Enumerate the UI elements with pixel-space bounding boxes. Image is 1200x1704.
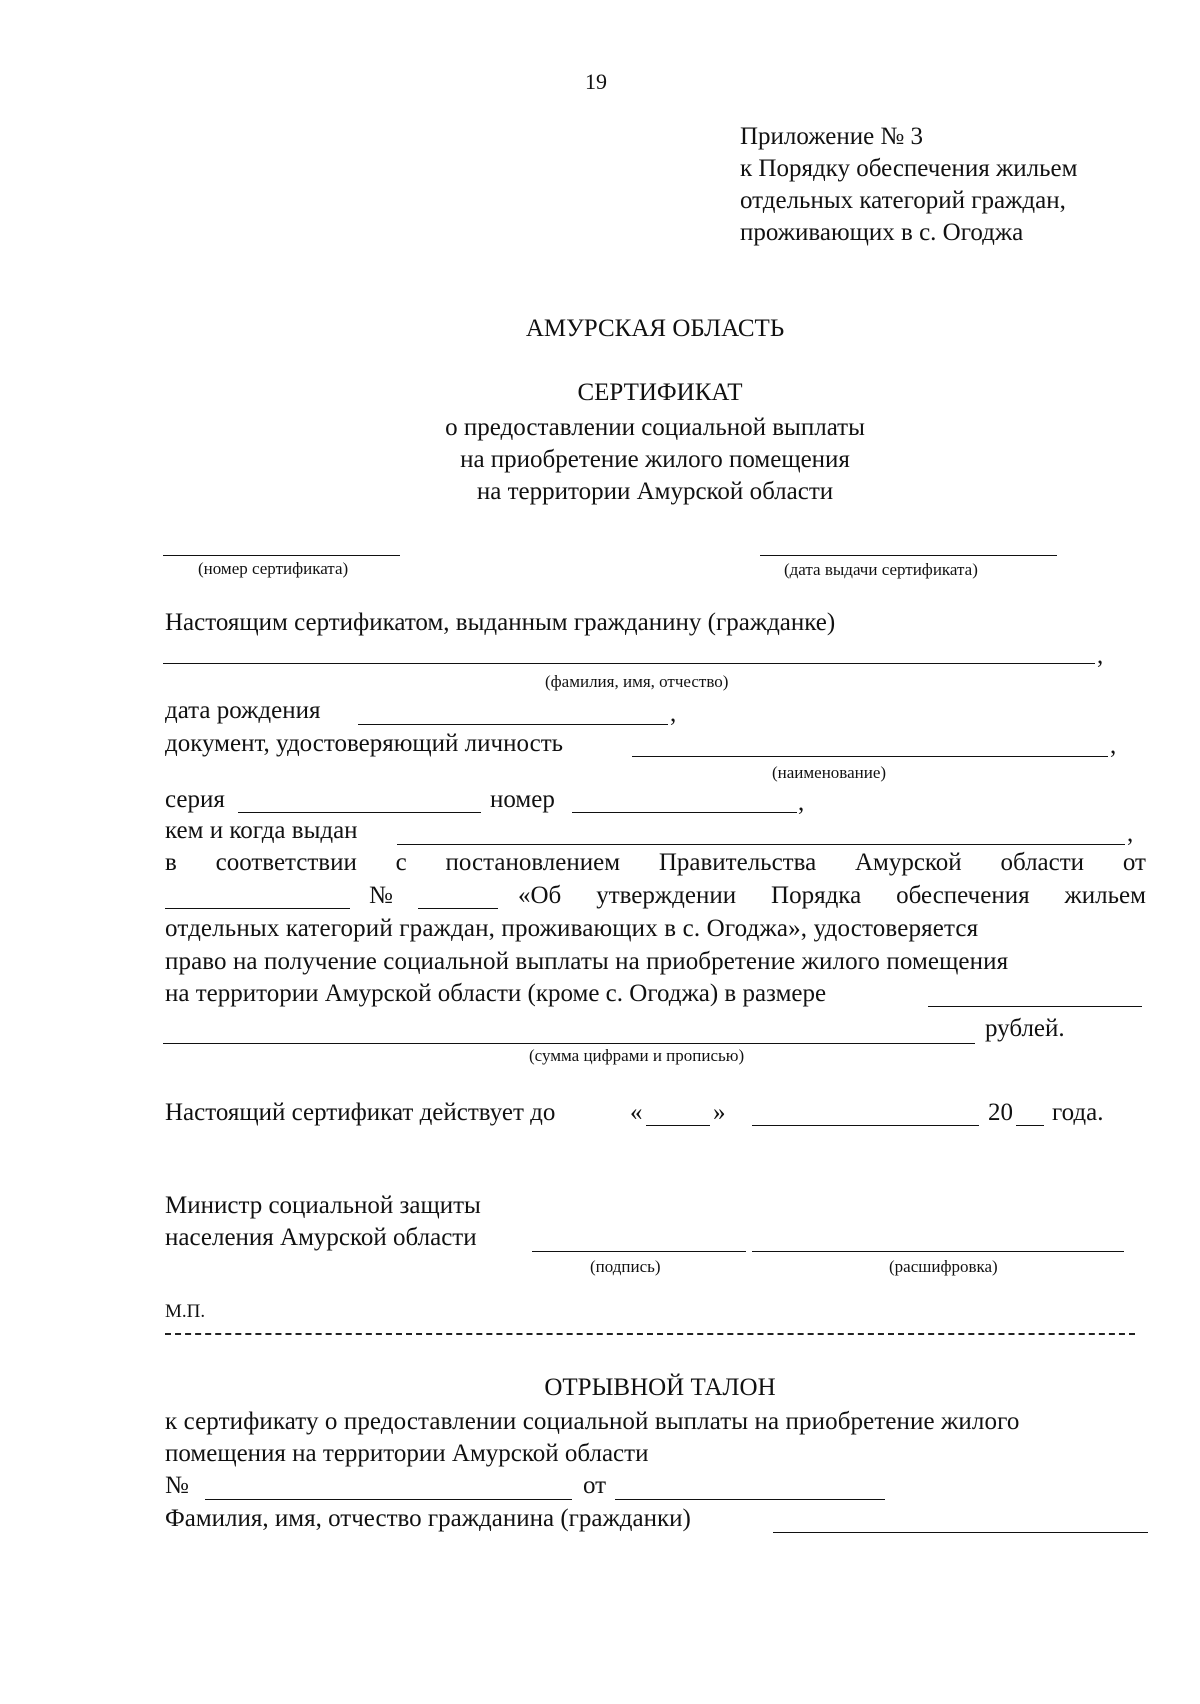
appendix-line-3: отдельных категорий граждан, <box>740 187 1066 214</box>
series-line <box>238 812 481 813</box>
paragraph-line-5: на территории Амурской области (кроме с. Огоджа) в размере <box>165 980 827 1007</box>
paragraph-line-4: право на получение социальной выплаты на приобретение жилого помещения <box>165 948 1009 975</box>
page-number: 19 <box>585 69 607 94</box>
comma: , <box>1110 732 1117 759</box>
cert-number-line <box>163 555 400 556</box>
resolution-number-sign: № <box>369 882 393 909</box>
year-suffix: года. <box>1052 1099 1104 1126</box>
birth-date-label: дата рождения <box>165 697 321 724</box>
paragraph-word: соответствии <box>215 849 357 876</box>
paragraph-word: в <box>165 849 177 876</box>
paragraph-word: области <box>1000 849 1085 876</box>
region-title: АМУРСКАЯ ОБЛАСТЬ <box>525 315 785 342</box>
birth-date-line <box>358 724 668 725</box>
number-line <box>572 812 797 813</box>
quote-close: » <box>713 1099 726 1126</box>
stub-number-sign: № <box>165 1472 189 1499</box>
amount-line-1 <box>928 1006 1142 1007</box>
paragraph-word: Амурской <box>854 849 962 876</box>
paragraph-word: утверждении <box>596 882 737 909</box>
issued-by-label: кем и когда выдан <box>165 817 358 844</box>
number-label: номер <box>490 786 555 813</box>
issued-by-line <box>397 844 1125 845</box>
appendix-line-2: к Порядку обеспечения жильем <box>740 155 1078 182</box>
stub-line-2: помещения на территории Амурской области <box>165 1440 649 1467</box>
amount-line-2 <box>163 1043 975 1044</box>
appendix-line-1: Приложение № 3 <box>740 123 924 150</box>
paragraph-word: Порядка <box>771 882 862 909</box>
full-name-caption: (фамилия, имя, отчество) <box>545 672 729 691</box>
comma: , <box>798 789 805 816</box>
minister-line-2: населения Амурской области <box>165 1224 477 1251</box>
paragraph-word: постановлением <box>445 849 621 876</box>
paragraph-word: жильем <box>1064 882 1146 909</box>
paragraph-word: Правительства <box>658 849 817 876</box>
year-prefix: 20 <box>988 1099 1013 1126</box>
rubles-label: рублей. <box>985 1015 1065 1042</box>
valid-day-line <box>646 1125 710 1126</box>
year-line <box>1016 1125 1044 1126</box>
stub-from-label: от <box>583 1472 607 1499</box>
certificate-subtitle-2: на приобретение жилого помещения <box>460 446 850 473</box>
paragraph-line-2 <box>518 880 1146 912</box>
quote-open: « <box>630 1099 643 1126</box>
cert-number-caption: (номер сертификата) <box>198 559 349 578</box>
resolution-date-line <box>165 908 350 909</box>
valid-until-label: Настоящий сертификат действует до <box>165 1099 556 1126</box>
stub-title: ОТРЫВНОЙ ТАЛОН <box>544 1374 776 1401</box>
signature-line <box>532 1251 746 1252</box>
seal-label: М.П. <box>165 1301 206 1322</box>
intro-text: Настоящим сертификатом, выданным гражданину (гражданке) <box>165 609 836 636</box>
paragraph-word: с <box>395 849 407 876</box>
appendix-line-4: проживающих в с. Огоджа <box>740 219 1024 246</box>
amount-caption: (сумма цифрами и прописью) <box>529 1046 745 1065</box>
id-document-line <box>632 756 1108 757</box>
minister-line-1: Министр социальной защиты <box>165 1192 481 1219</box>
id-document-label: документ, удостоверяющий личность <box>165 730 564 757</box>
series-label: серия <box>165 786 225 813</box>
paragraph-word: от <box>1122 849 1146 876</box>
certificate-subtitle-1: о предоставлении социальной выплаты <box>445 414 865 441</box>
full-name-line <box>163 663 1095 664</box>
comma: , <box>1127 820 1134 847</box>
comma: , <box>670 700 677 727</box>
issue-date-line <box>760 555 1057 556</box>
stub-date-line <box>615 1499 885 1500</box>
cut-line <box>165 1333 1135 1335</box>
comma: , <box>1097 642 1104 669</box>
valid-month-line <box>752 1125 979 1126</box>
paragraph-line-3: отдельных категорий граждан, проживающих в с. Огоджа», удостоверяется <box>165 915 979 942</box>
paragraph-word: обеспечения <box>896 882 1030 909</box>
stub-line-1: к сертификату о предоставлении социальной выплаты на приобретение жилого <box>165 1408 1020 1435</box>
decoding-line <box>752 1251 1124 1252</box>
paragraph-word: «Об <box>518 882 562 909</box>
stub-number-line <box>205 1499 572 1500</box>
doc-name-caption: (наименование) <box>772 763 887 782</box>
certificate-subtitle-3: на территории Амурской области <box>476 478 834 505</box>
decoding-caption: (расшифровка) <box>889 1257 998 1276</box>
paragraph-line-1 <box>165 847 1146 879</box>
stub-citizen-label: Фамилия, имя, отчество гражданина (гражданки) <box>165 1505 691 1532</box>
issue-date-caption: (дата выдачи сертификата) <box>784 560 978 579</box>
resolution-number-line <box>418 908 498 909</box>
signature-caption: (подпись) <box>590 1257 661 1276</box>
stub-citizen-line <box>773 1532 1148 1533</box>
certificate-title: СЕРТИФИКАТ <box>577 379 743 406</box>
